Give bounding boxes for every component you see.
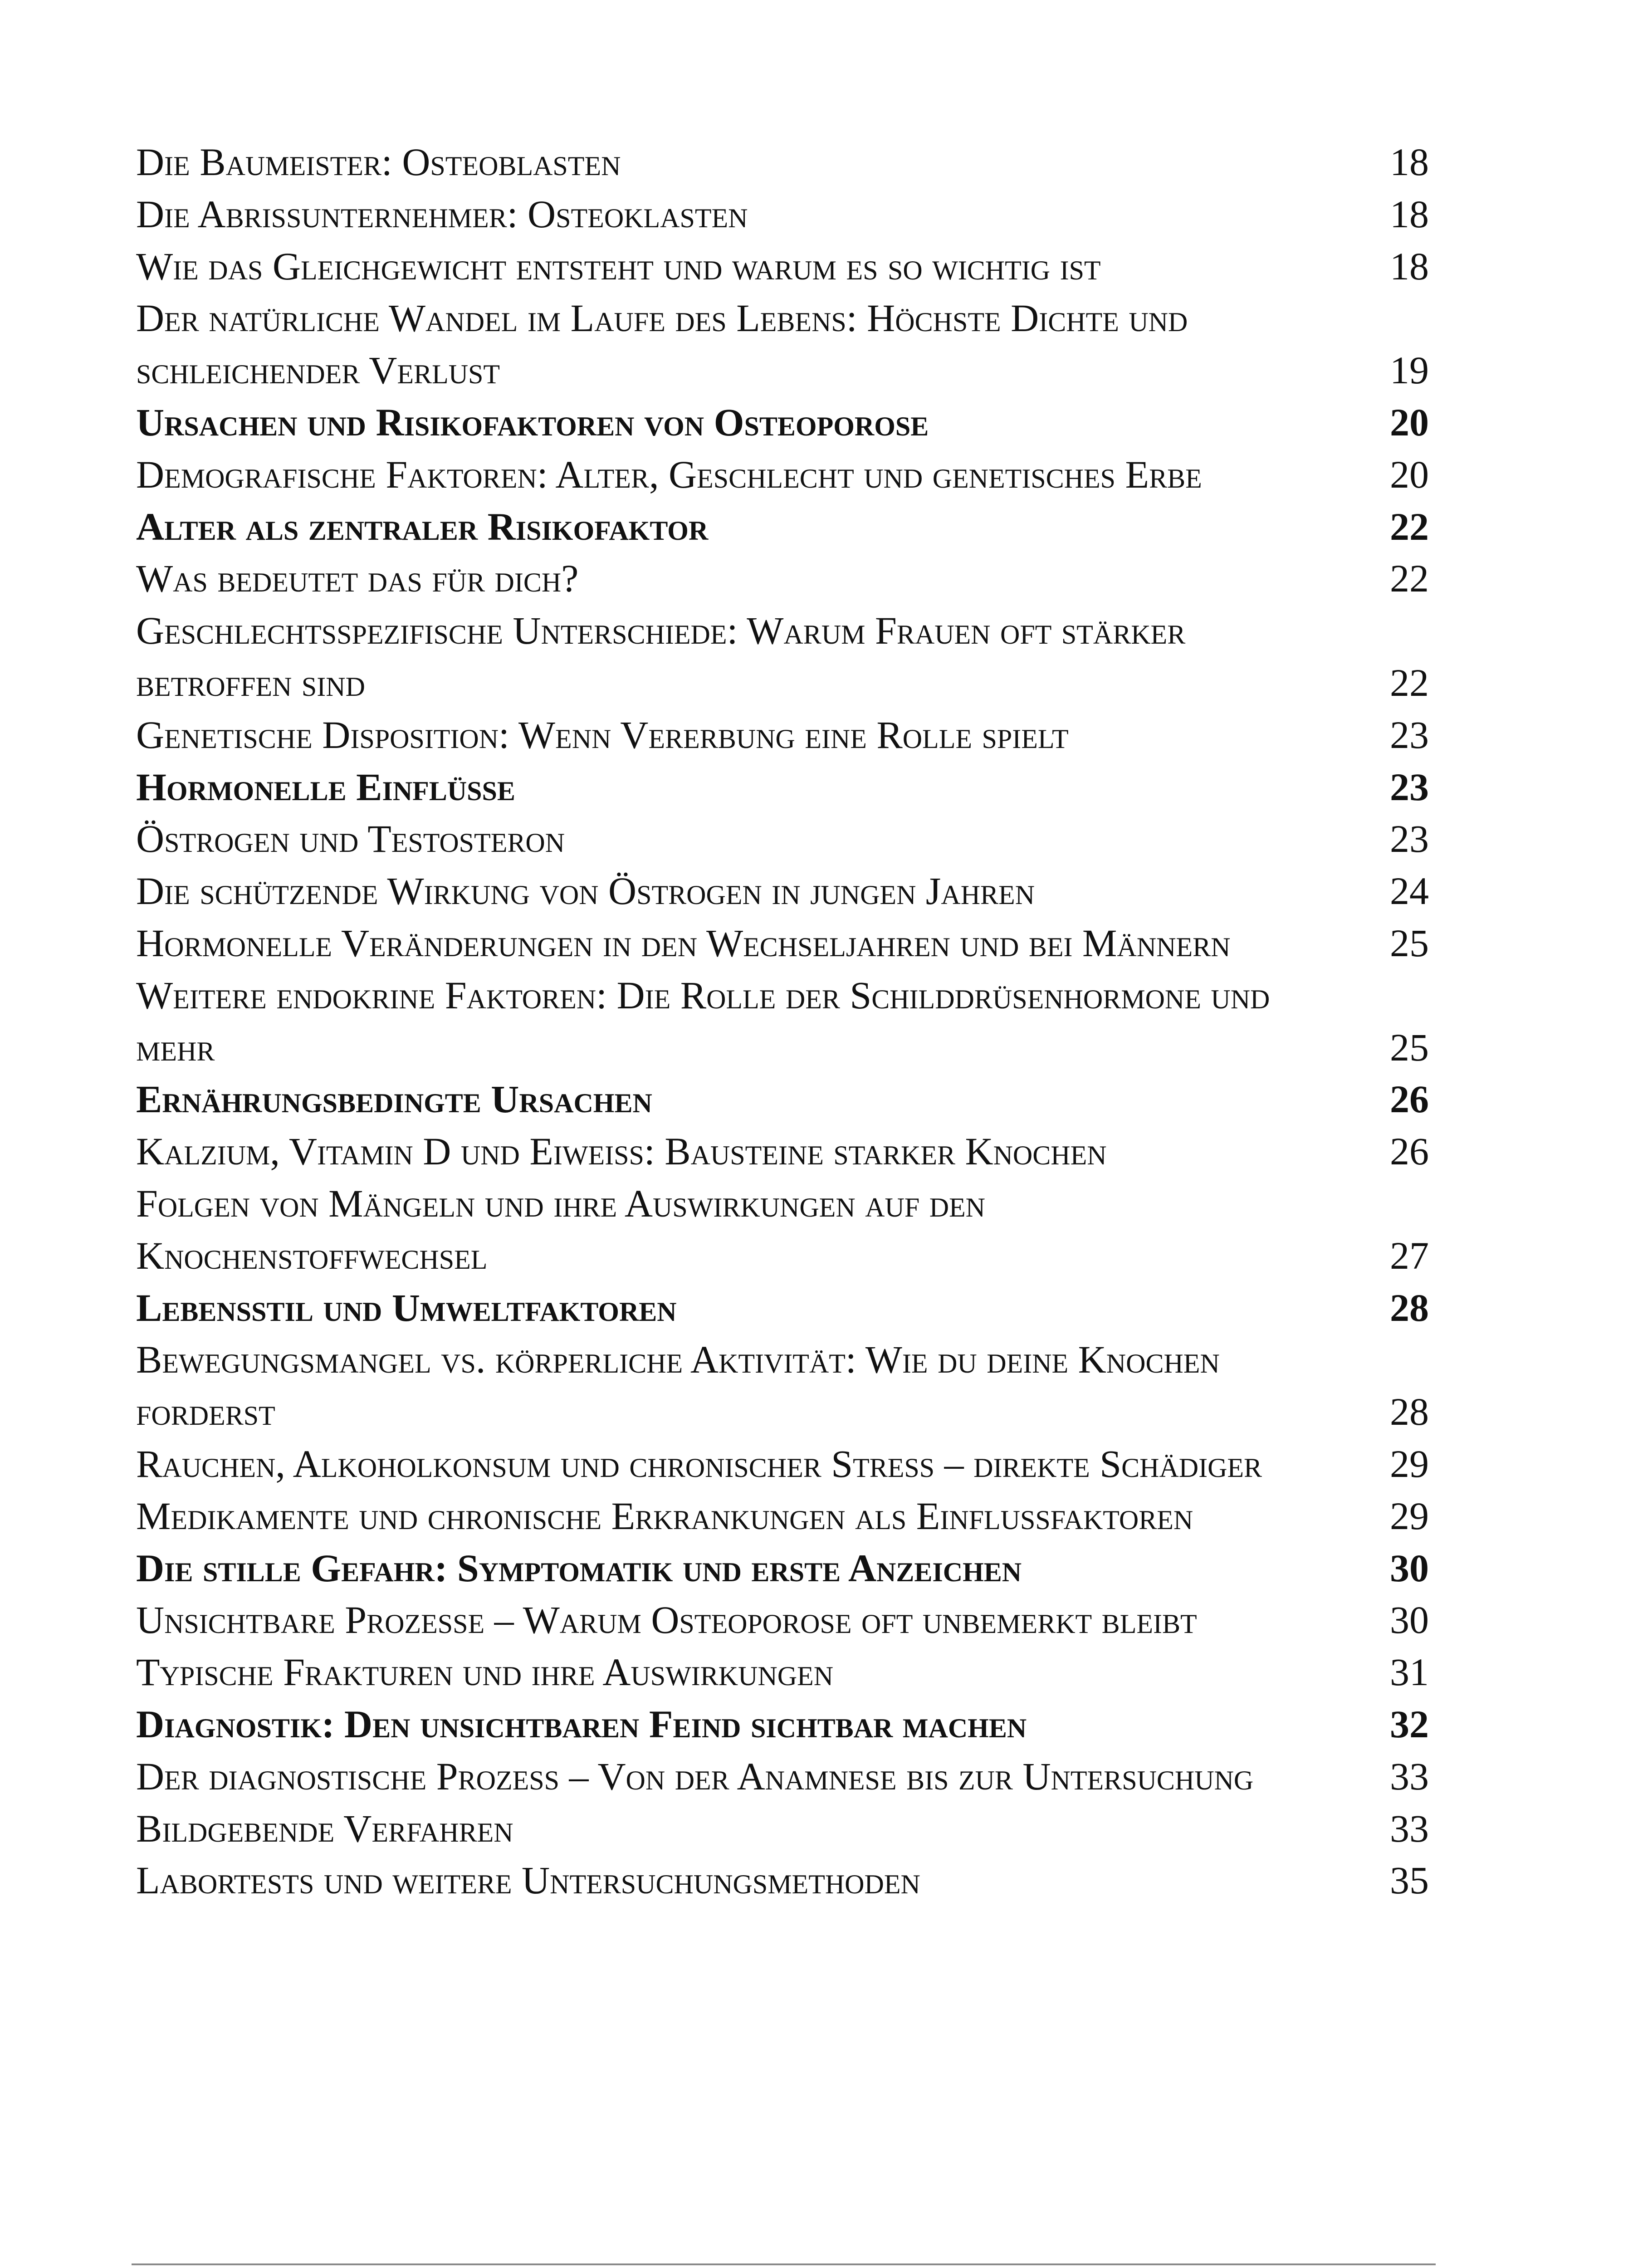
- toc-entry: [136, 1438, 1429, 1490]
- toc-entry-title: Alter als zentraler Risikofaktor: [136, 504, 709, 548]
- toc-entry-page: 26: [1390, 1077, 1429, 1121]
- toc-entry: [136, 813, 1429, 865]
- toc-entry-title: Die stille Gefahr: Symptomatik und erste Anzeichen: [136, 1546, 1022, 1590]
- toc-entry: [136, 709, 1429, 761]
- toc-entry-page: 20: [1390, 400, 1429, 444]
- toc-entry-title: Hormonelle Veränderungen in den Wechseljahren und bei Männern: [136, 921, 1231, 965]
- toc-entry-page: 27: [1390, 1233, 1429, 1277]
- toc-entry-page: 33: [1390, 1806, 1429, 1850]
- toc-entry-page: 31: [1390, 1650, 1429, 1694]
- toc-entry-title: Rauchen, Alkoholkonsum und chronischer Stress – direkte Schädiger: [136, 1442, 1262, 1486]
- toc-entry-page: 26: [1390, 1129, 1429, 1173]
- toc-chapter-entry: [136, 501, 1429, 553]
- toc-entry-title: Ernährungsbedingte Ursachen: [136, 1077, 652, 1121]
- toc-entry-page: 32: [1390, 1702, 1429, 1746]
- toc-entry-title: Die schützende Wirkung von Östrogen in jungen Jahren: [136, 869, 1035, 913]
- toc-entry-title: Diagnostik: Den unsichtbaren Feind sichtbar machen: [136, 1702, 1027, 1746]
- toc-entry-page: 18: [1390, 192, 1429, 236]
- toc-entry-page: 22: [1390, 504, 1429, 548]
- toc-entry-page: 22: [1390, 557, 1429, 601]
- table-of-contents: [136, 136, 1429, 1906]
- toc-entry-title: Ursachen und Risikofaktoren von Osteoporose: [136, 400, 929, 444]
- toc-entry-page: 23: [1390, 713, 1429, 757]
- toc-entry-page: 29: [1390, 1442, 1429, 1486]
- toc-entry-title: Bewegungsmangel vs. körperliche Aktivität: Wie du deine Knochen forderst: [136, 1338, 1220, 1434]
- toc-entry-title: Die Baumeister: Osteoblasten: [136, 140, 621, 184]
- footer-divider: [132, 2263, 1436, 2265]
- toc-entry-page: 20: [1390, 452, 1429, 496]
- toc-entry: [136, 1178, 1429, 1282]
- toc-chapter-entry: [136, 761, 1429, 813]
- toc-entry-page: 25: [1390, 921, 1429, 965]
- toc-entry: [136, 188, 1429, 240]
- toc-chapter-entry: [136, 1073, 1429, 1125]
- toc-entry: [136, 1854, 1429, 1906]
- toc-entry: [136, 1803, 1429, 1855]
- toc-entry-title: Genetische Disposition: Wenn Vererbung eine Rolle spielt: [136, 713, 1069, 757]
- toc-entry-title: Bildgebende Verfahren: [136, 1806, 513, 1850]
- toc-entry-title: Folgen von Mängeln und ihre Auswirkungen auf den Knochenstoffwechsel: [136, 1181, 986, 1277]
- toc-entry-page: 28: [1390, 1286, 1429, 1330]
- toc-entry-page: 30: [1390, 1546, 1429, 1590]
- toc-entry-page: 30: [1390, 1598, 1429, 1642]
- toc-entry-page: 28: [1390, 1390, 1429, 1434]
- toc-entry-title: Der diagnostische Prozess – Von der Anamnese bis zur Untersuchung: [136, 1754, 1254, 1798]
- toc-entry: [136, 1750, 1429, 1803]
- toc-entry-title: Kalzium, Vitamin D und Eiweiß: Bausteine starker Knochen: [136, 1129, 1107, 1173]
- toc-entry-page: 23: [1390, 817, 1429, 861]
- toc-entry-title: Die Abrissunternehmer: Osteoklasten: [136, 192, 748, 236]
- toc-entry: [136, 292, 1429, 396]
- toc-entry-page: 22: [1390, 660, 1429, 704]
- toc-entry-title: Der natürliche Wandel im Laufe des Lebens: Höchste Dichte und schleichender Verlust: [136, 296, 1188, 392]
- toc-entry: [136, 917, 1429, 969]
- toc-entry-title: Unsichtbare Prozesse – Warum Osteoporose oft unbemerkt bleibt: [136, 1598, 1197, 1642]
- toc-entry-title: Östrogen und Testosteron: [136, 817, 565, 861]
- toc-chapter-entry: [136, 1698, 1429, 1750]
- toc-chapter-entry: [136, 396, 1429, 449]
- toc-entry-page: 23: [1390, 765, 1429, 809]
- toc-entry: [136, 1594, 1429, 1646]
- toc-entry-title: Hormonelle Einflüsse: [136, 765, 515, 809]
- toc-entry-title: Demografische Faktoren: Alter, Geschlecht und genetisches Erbe: [136, 452, 1202, 496]
- toc-entry: [136, 1334, 1429, 1438]
- toc-entry: [136, 552, 1429, 605]
- toc-entry-page: 24: [1390, 869, 1429, 913]
- toc-entry-page: 18: [1390, 140, 1429, 184]
- toc-entry-page: 18: [1390, 244, 1429, 288]
- toc-entry: [136, 449, 1429, 501]
- toc-entry: [136, 865, 1429, 917]
- toc-entry-title: Typische Frakturen und ihre Auswirkungen: [136, 1650, 834, 1694]
- toc-entry-page: 19: [1390, 348, 1429, 392]
- toc-chapter-entry: [136, 1282, 1429, 1334]
- toc-entry: [136, 605, 1429, 709]
- toc-entry-title: Wie das Gleichgewicht entsteht und warum es so wichtig ist: [136, 244, 1101, 288]
- toc-entry: [136, 136, 1429, 188]
- toc-chapter-entry: [136, 1542, 1429, 1594]
- toc-entry-title: Lebensstil und Umweltfaktoren: [136, 1286, 677, 1330]
- toc-entry-title: Was bedeutet das für dich?: [136, 557, 579, 601]
- toc-entry-title: Geschlechtsspezifische Unterschiede: Warum Frauen oft stärker betroffen sind: [136, 609, 1186, 704]
- toc-entry-title: Medikamente und chronische Erkrankungen als Einflussfaktoren: [136, 1494, 1193, 1538]
- toc-entry-page: 35: [1390, 1858, 1429, 1902]
- toc-entry: [136, 1125, 1429, 1178]
- toc-entry: [136, 1646, 1429, 1698]
- toc-entry-page: 29: [1390, 1494, 1429, 1538]
- toc-entry: [136, 969, 1429, 1074]
- toc-entry-title: Labortests und weitere Untersuchungsmethoden: [136, 1858, 920, 1902]
- toc-entry: [136, 240, 1429, 293]
- toc-entry: [136, 1490, 1429, 1542]
- toc-entry-page: 33: [1390, 1754, 1429, 1798]
- toc-entry-page: 25: [1390, 1025, 1429, 1069]
- toc-entry-title: Weitere endokrine Faktoren: Die Rolle der Schilddrüsenhormone und mehr: [136, 973, 1270, 1069]
